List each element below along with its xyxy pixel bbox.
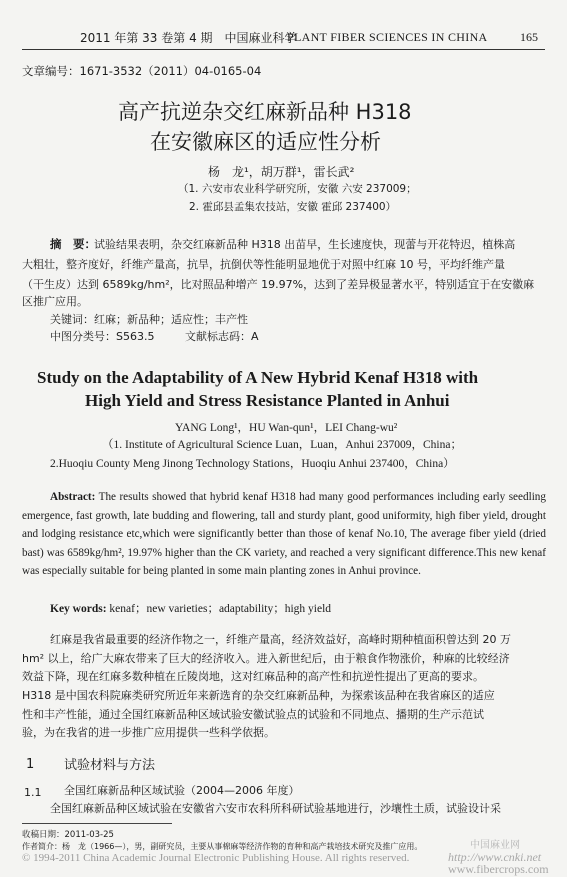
journal-header-cn: 2011 年第 33 卷第 4 期 中国麻业科学	[80, 31, 297, 45]
watermark-url1: http://www.cnki.net	[448, 850, 542, 864]
section1-1-number: 1.1	[24, 786, 42, 799]
abstract-cn-label: 摘 要：	[50, 237, 96, 251]
authors-cn: 杨 龙¹，胡万群¹，雷长武²	[208, 165, 355, 179]
footnote-rule	[22, 823, 172, 824]
abstract-cn-line4: 区推广应用。	[22, 295, 88, 308]
journal-header-en: PLANT FIBER SCIENCES IN CHINA	[287, 30, 488, 44]
intro-line4: H318 是中国农科院麻类研究所近年来新选育的杂交红麻新品种，为探索该品种在我省麻区的适应	[22, 689, 495, 702]
keywords-en	[50, 600, 331, 616]
title-cn-line2: 在安徽麻区的适应性分析	[150, 130, 381, 154]
section1-title: 试验材料与方法	[64, 758, 156, 773]
affiliation-cn-2: 2. 霍邱县孟集农技站，安徽 霍邱 237400）	[189, 201, 397, 213]
abstract-cn-line1: 试验结果表明，杂交红麻新品种 H318 出苗早，生长速度快，现蕾与开花特迟，植株高	[94, 238, 516, 251]
article-number: 文章编号：1671-3532（2011）04-0165-04	[22, 64, 262, 78]
keywords-en-text: kenaf；new varieties；adaptability；high yield	[109, 603, 332, 615]
abstract-en-label: Abstract:	[50, 491, 96, 503]
footnote-author: 作者简介：杨 龙（1966—），男，副研究员，主要从事棉麻等经济作物的育种和高产栽培技术研究及推广应用。	[22, 842, 423, 851]
title-en-line1: Study on the Adaptability of A New Hybrid Kenaf H318 with	[37, 368, 479, 387]
intro-line1: 红麻是我省最重要的经济作物之一，纤维产量高，经济效益好，高峰时期种植面积曾达到 20 万	[50, 633, 511, 646]
affiliation-cn-1: （1. 六安市农业科学研究所，安徽 六安 237009；	[178, 183, 417, 195]
intro-line3: 效益下降，现在红麻多数种植在丘陵岗地，这对红麻品种的高产性和抗逆性提出了更高的要求。	[22, 670, 484, 683]
footnote-received: 收稿日期：2011-03-25	[22, 830, 114, 840]
intro-line5: 性和丰产性能，通过全国红麻新品种区域试验安徽试验点的试验和不同地点、播期的生产示范试	[22, 708, 484, 721]
doc-code: 文献标志码：A	[185, 330, 259, 343]
keywords-en-label: Key words:	[50, 603, 107, 615]
abstract-cn-line3: （干生皮）达到 6589kg/hm²，比对照品种增产 19.97%，达到了差异极显著水平，特别适宜于在安徽麻	[22, 278, 535, 291]
copyright-line: © 1994-2011 China Academic Journal Electronic Publishing House. All rights reserved.	[22, 852, 410, 864]
title-cn-line1: 高产抗逆杂交红麻新品种 H318	[118, 100, 412, 124]
abstract-en-text: The results showed that hybrid kenaf H318 had many good performances including early seedling emergence, fast growth, late budding and flowering, tall and sturdy plant, good uniformity, high fiber yield, drought and lodging resistance etc,which were significantly better than those of kenaf No.10, The average fiber yield (dried bast) was 6589kg/hm², 19.97% higher than the CK variety, and reached a very significant difference.This new kenaf was especially suitable for being planted in some main planting zones in Anhui province.	[22, 491, 546, 578]
intro-line6: 验，为在我省的进一步推广应用提供一些科学依据。	[22, 726, 275, 739]
watermark-cn: 中国麻业网	[470, 840, 520, 851]
authors-en: YANG Long¹，HU Wan-qun¹，LEI Chang-wu²	[175, 422, 398, 434]
section1-number: 1	[26, 757, 35, 772]
abstract-en	[22, 488, 546, 581]
intro-line2: hm² 以上，给广大麻农带来了巨大的经济收入。进入新世纪后，由于粮食作物涨价，种麻的比较经济	[22, 652, 510, 665]
affiliation-en-2: 2.Huoqiu County Meng Jinong Technology Stations，Huoqiu Anhui 237400，China）	[50, 458, 455, 470]
clc-number: 中图分类号：S563.5	[50, 330, 155, 343]
header-rule	[22, 49, 545, 50]
watermark-url2: www.fibercrops.com	[448, 862, 549, 876]
body-line: 全国红麻新品种区域试验在安徽省六安市农科所科研试验基地进行，沙壤性土质，试验设计采	[50, 802, 501, 815]
title-en-line2: High Yield and Stress Resistance Planted in Anhui	[85, 391, 450, 410]
section1-1-title: 全国红麻新品种区域试验（2004—2006 年度）	[64, 784, 300, 797]
affiliation-en-1: （1. Institute of Agricultural Science Luan，Luan，Anhui 237009，China；	[102, 439, 462, 451]
abstract-cn-line2: 大粗壮，整齐度好，纤维产量高，抗旱，抗倒伏等性能明显地优于对照中红麻 10 号，平均纤维产量	[22, 258, 505, 271]
keywords-cn: 关键词：红麻；新品种；适应性；丰产性	[50, 313, 248, 326]
page-number: 165	[520, 30, 538, 44]
